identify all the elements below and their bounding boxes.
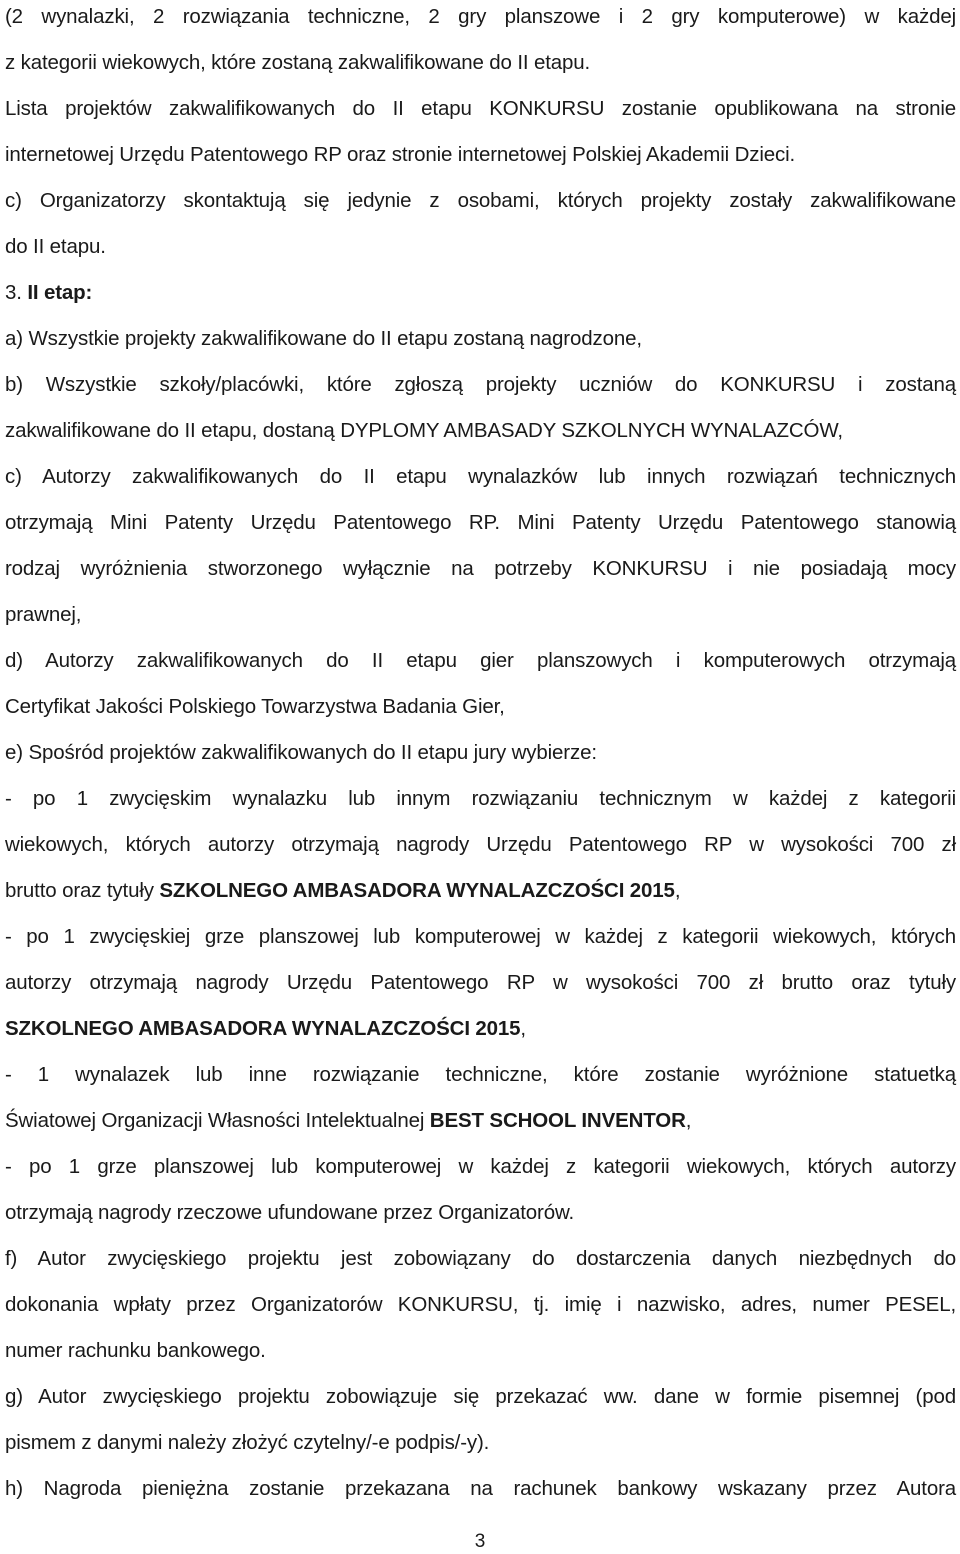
- text-line: internetowej Urzędu Patentowego RP oraz stronie internetowej Polskiej Akademii Dzieci.: [5, 143, 796, 166]
- text-line: d) Autorzy zakwalifikowanych do II etapu gier planszowych i komputerowych otrzymają: [5, 649, 956, 672]
- text-line: Certyfikat Jakości Polskiego Towarzystwa Badania Gier,: [5, 695, 505, 718]
- text-line: - 1 wynalazek lub inne rozwiązanie techniczne, które zostanie wyróżnione statuetką: [5, 1063, 956, 1086]
- text-line: [5, 1108, 956, 1134]
- text-line: pismem z danymi należy złożyć czytelny/-e podpis/-y).: [5, 1431, 490, 1454]
- text-line: (2 wynalazki, 2 rozwiązania techniczne, 2 gry planszowe i 2 gry komputerowe) w każdej: [5, 5, 956, 28]
- text-run: brutto oraz tytuły: [5, 879, 160, 902]
- text-line: c) Autorzy zakwalifikowanych do II etapu wynalazków lub innych rozwiązań technicznych: [5, 465, 956, 488]
- section-number: 3.: [5, 281, 28, 304]
- text-line: [5, 878, 956, 904]
- text-line: h) Nagroda pieniężna zostanie przekazana na rachunek bankowy wskazany przez Autora: [5, 1477, 956, 1500]
- text-line: wiekowych, których autorzy otrzymają nagrody Urzędu Patentowego RP w wysokości 700 zł: [5, 833, 956, 856]
- text-line: autorzy otrzymają nagrody Urzędu Patentowego RP w wysokości 700 zł brutto oraz tytuły: [5, 971, 956, 994]
- text-line: - po 1 zwycięskiej grze planszowej lub komputerowej w każdej z kategorii wiekowych, których: [5, 925, 956, 948]
- text-line: [5, 1016, 956, 1042]
- text-line: - po 1 zwycięskim wynalazku lub innym rozwiązaniu technicznym w każdej z kategorii: [5, 787, 956, 810]
- text-line: zakwalifikowane do II etapu, dostaną DYPLOMY AMBASADY SZKOLNYCH WYNALAZCÓW,: [5, 419, 843, 442]
- text-line: - po 1 grze planszowej lub komputerowej w każdej z kategorii wiekowych, których autorzy: [5, 1155, 956, 1178]
- text-line: a) Wszystkie projekty zakwalifikowane do II etapu zostaną nagrodzone,: [5, 327, 642, 350]
- text-run: ,: [520, 1017, 526, 1040]
- text-line: do II etapu.: [5, 235, 106, 258]
- text-line: e) Spośród projektów zakwalifikowanych do II etapu jury wybierze:: [5, 741, 597, 764]
- text-line: rodzaj wyróżnienia stworzonego wyłącznie na potrzeby KONKURSU i nie posiadają mocy: [5, 557, 956, 580]
- section-title: II etap:: [27, 281, 93, 304]
- award-title: SZKOLNEGO AMBASADORA WYNALAZCZOŚCI 2015: [159, 879, 675, 902]
- text-run: Światowej Organizacji Własności Intelektualnej: [5, 1109, 430, 1132]
- text-line: dokonania wpłaty przez Organizatorów KONKURSU, tj. imię i nazwisko, adres, numer PESEL,: [5, 1293, 956, 1316]
- text-line: g) Autor zwycięskiego projektu zobowiązuje się przekazać ww. dane w formie pisemnej (pod: [5, 1385, 956, 1408]
- award-title: BEST SCHOOL INVENTOR: [429, 1109, 686, 1132]
- text-line: otrzymają Mini Patenty Urzędu Patentowego RP. Mini Patenty Urzędu Patentowego stanowią: [5, 511, 956, 534]
- text-line: prawnej,: [5, 603, 82, 626]
- text-line: numer rachunku bankowego.: [5, 1339, 266, 1362]
- text-line: otrzymają nagrody rzeczowe ufundowane przez Organizatorów.: [5, 1201, 575, 1224]
- text-line: c) Organizatorzy skontaktują się jedynie z osobami, których projekty zostały zakwalifikowane: [5, 189, 956, 212]
- text-line: f) Autor zwycięskiego projektu jest zobowiązany do dostarczenia danych niezbędnych do: [5, 1247, 956, 1270]
- text-line: b) Wszystkie szkoły/placówki, które zgłoszą projekty uczniów do KONKURSU i zostaną: [5, 373, 956, 396]
- award-title: SZKOLNEGO AMBASADORA WYNALAZCZOŚCI 2015: [5, 1017, 521, 1040]
- text-line: z kategorii wiekowych, które zostaną zakwalifikowane do II etapu.: [5, 51, 591, 74]
- page-number: 3: [474, 1531, 486, 1552]
- text-line: Lista projektów zakwalifikowanych do II etapu KONKURSU zostanie opublikowana na stronie: [5, 97, 956, 120]
- text-run: ,: [674, 879, 681, 902]
- section-heading: [5, 280, 956, 306]
- text-run: ,: [685, 1109, 692, 1132]
